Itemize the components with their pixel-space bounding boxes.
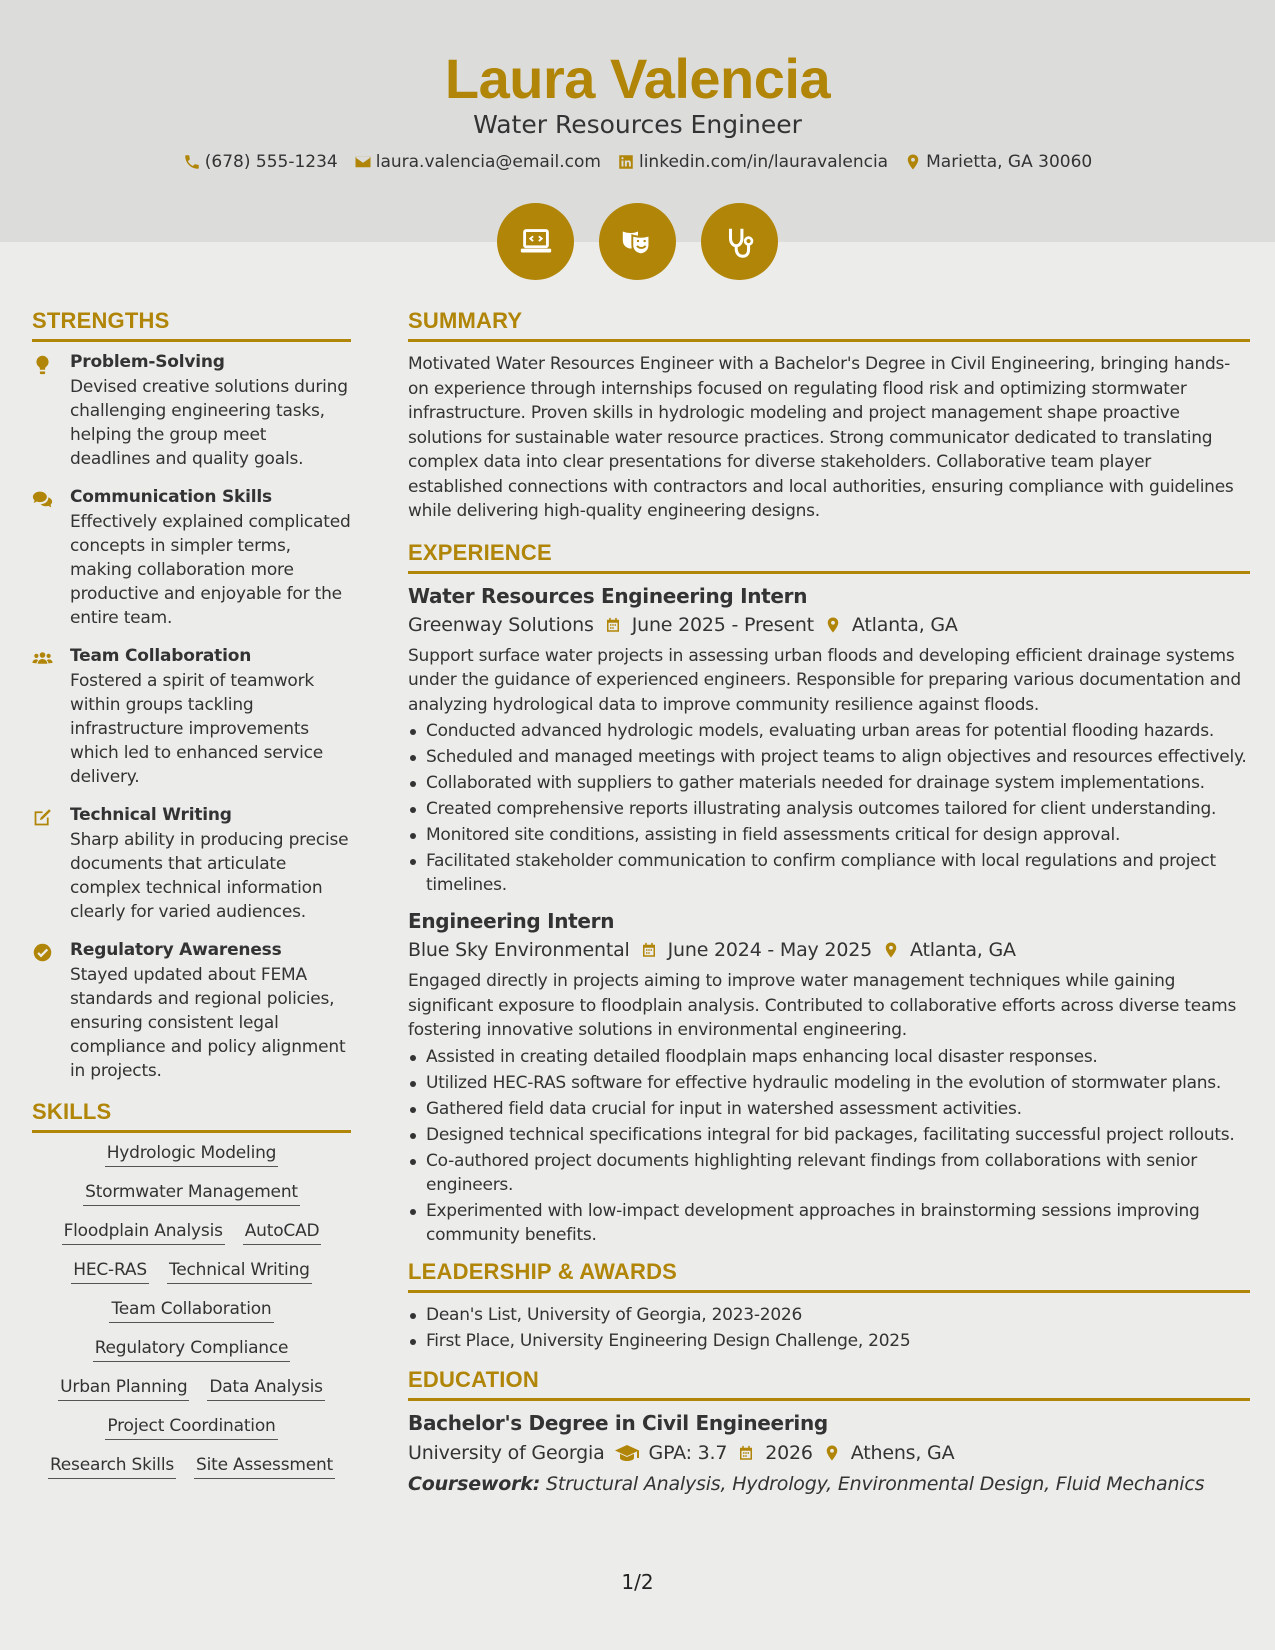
strength-title: Technical Writing [70, 805, 232, 825]
skill-tag: Urban Planning [58, 1377, 189, 1401]
comments-icon [32, 489, 53, 510]
strength-title: Team Collaboration [70, 646, 252, 666]
skills-heading: SKILLS [32, 1099, 351, 1133]
job-dates: June 2025 - Present [631, 613, 814, 636]
skill-tag: AutoCAD [243, 1221, 322, 1245]
skills-list [32, 1143, 351, 1479]
skill-tag: Site Assessment [194, 1455, 335, 1479]
job-title: Water Resources Engineering Intern [408, 583, 808, 608]
list-item: Gathered field data crucial for input in watershed assessment activities. [408, 1097, 1250, 1121]
job-entry [408, 584, 1250, 898]
skill-tag: Project Coordination [105, 1416, 277, 1440]
strength-title: Communication Skills [70, 487, 272, 507]
skill-tag: Technical Writing [167, 1260, 312, 1284]
list-item: Designed technical specifications integral for bid packages, facilitating successful project rollouts. [408, 1123, 1250, 1147]
graduation-cap-icon [615, 1441, 639, 1465]
list-item: Scheduled and managed meetings with project teams to align objectives and resources effectively. [408, 745, 1250, 769]
education-location: Athens, GA [850, 1441, 955, 1464]
list-item: Collaborated with suppliers to gather materials needed for drainage system implementations. [408, 771, 1250, 795]
company-name: Greenway Solutions [408, 613, 594, 636]
email-text: laura.valencia@email.com [375, 152, 601, 172]
job-meta [408, 939, 1250, 961]
calendar-icon [640, 941, 658, 959]
candidate-name: Laura Valencia [444, 47, 831, 110]
job-meta [408, 614, 1250, 636]
location-text: Marietta, GA 30060 [926, 152, 1093, 172]
phone-text: (678) 555-1234 [204, 152, 338, 172]
job-location: Atlanta, GA [851, 613, 958, 636]
strength-item [32, 487, 351, 630]
graduation-year: 2026 [765, 1441, 813, 1464]
map-marker-icon [882, 941, 900, 959]
strength-item [32, 646, 351, 789]
phone-icon [183, 153, 201, 171]
job-title: Water Resources Engineer [473, 110, 802, 139]
map-marker-icon [904, 153, 922, 171]
theater-masks-icon [599, 203, 676, 280]
list-item: Assisted in creating detailed floodplain maps enhancing local disaster responses. [408, 1045, 1250, 1069]
gpa-text: GPA: 3.7 [648, 1441, 728, 1464]
contact-email[interactable] [354, 152, 601, 172]
contact-phone[interactable] [183, 152, 338, 172]
contact-location [904, 152, 1092, 172]
awards-heading: LEADERSHIP & AWARDS [408, 1259, 1250, 1293]
edit-icon [32, 807, 53, 828]
skill-tag: HEC-RAS [71, 1260, 149, 1284]
list-item: Dean's List, University of Georgia, 2023-2026 [408, 1303, 1250, 1327]
strengths-heading: STRENGTHS [32, 308, 351, 342]
strength-title: Problem-Solving [70, 352, 225, 372]
laptop-code-icon [497, 203, 574, 280]
left-column [32, 308, 351, 1479]
stethoscope-icon [701, 203, 778, 280]
check-circle-icon [32, 942, 53, 963]
skill-tag: Team Collaboration [109, 1299, 273, 1323]
strength-text: Sharp ability in producing precise documents that articulate complex technical information clearly for varied audiences. [70, 830, 349, 922]
coursework [408, 1473, 1250, 1495]
job-description: Engaged directly in projects aiming to improve water management techniques while gaining significant exposure to floodplain analysis. Contributed to collaborative efforts across diverse teams fostering innovative solutions in environmental engineering. [408, 971, 1237, 1040]
list-item: Co-authored project documents highlighting relevant findings from collaborations with senior engineers. [408, 1149, 1250, 1197]
list-item: Experimented with low-impact development approaches in brainstorming sessions improving community benefits. [408, 1199, 1250, 1247]
job-bullets [408, 719, 1250, 897]
page-number: 1/2 [621, 1570, 654, 1594]
contact-bar [0, 152, 1275, 172]
strength-item [32, 352, 351, 471]
list-item: Utilized HEC-RAS software for effective hydraulic modeling in the evolution of stormwater plans. [408, 1071, 1250, 1095]
summary-heading: SUMMARY [408, 308, 1250, 342]
skill-tag: Data Analysis [207, 1377, 324, 1401]
strength-title: Regulatory Awareness [70, 940, 282, 960]
degree-title: Bachelor's Degree in Civil Engineering [408, 1410, 828, 1435]
job-bullets [408, 1045, 1250, 1247]
envelope-icon [354, 153, 372, 171]
strength-item [32, 805, 351, 924]
linkedin-icon [617, 153, 635, 171]
strength-text: Stayed updated about FEMA standards and regional policies, ensuring consistent legal compliance and policy alignment in projects. [70, 965, 346, 1081]
job-description: Support surface water projects in assessing urban floods and developing efficient drainage systems under the guidance of experienced engineers. Responsible for preparing various documentation and analyzing hydrological data to improve community resilience against floods. [408, 645, 1241, 715]
strength-text: Fostered a spirit of teamwork within groups tackling infrastructure improvements which led to enhanced service delivery. [70, 671, 324, 787]
lightbulb-icon [32, 354, 53, 375]
map-marker-icon [823, 1444, 841, 1462]
coursework-label: Coursework: [408, 1472, 541, 1495]
contact-linkedin[interactable] [617, 152, 888, 172]
linkedin-text: linkedin.com/in/lauravalencia [638, 152, 889, 172]
list-item: Created comprehensive reports illustrating analysis outcomes tailored for client understanding. [408, 797, 1250, 821]
list-item: Facilitated stakeholder communication to confirm compliance with local regulations and project timelines. [408, 849, 1250, 897]
skill-tag: Regulatory Compliance [93, 1338, 291, 1362]
hobby-badges [0, 203, 1275, 280]
education-meta [408, 1441, 1250, 1465]
skill-tag: Research Skills [48, 1455, 176, 1479]
school-name: University of Georgia [408, 1441, 605, 1464]
job-location: Atlanta, GA [910, 939, 1016, 961]
calendar-icon [737, 1444, 755, 1462]
calendar-icon [604, 616, 622, 634]
strength-item [32, 940, 351, 1083]
map-marker-icon [824, 616, 842, 634]
right-column [408, 308, 1250, 1495]
job-title: Engineering Intern [408, 909, 615, 933]
awards-list [408, 1303, 1250, 1353]
strength-text: Devised creative solutions during challenging engineering tasks, helping the group meet deadlines and quality goals. [70, 377, 348, 469]
job-entry [408, 909, 1250, 1247]
users-icon [32, 648, 53, 669]
list-item: Conducted advanced hydrologic models, evaluating urban areas for potential flooding hazards. [408, 719, 1250, 743]
list-item: Monitored site conditions, assisting in field assessments critical for design approval. [408, 823, 1250, 847]
job-dates: June 2024 - May 2025 [667, 939, 872, 961]
coursework-list: Structural Analysis, Hydrology, Environmental Design, Fluid Mechanics [545, 1472, 1205, 1495]
education-heading: EDUCATION [408, 1367, 1250, 1401]
skill-tag: Hydrologic Modeling [105, 1143, 279, 1167]
skill-tag: Floodplain Analysis [62, 1221, 225, 1245]
list-item: First Place, University Engineering Design Challenge, 2025 [408, 1329, 1250, 1353]
experience-heading: EXPERIENCE [408, 540, 1250, 574]
strength-text: Effectively explained complicated concepts in simpler terms, making collaboration more productive and enjoyable for the entire team. [70, 512, 351, 628]
summary-text: Motivated Water Resources Engineer with a Bachelor's Degree in Civil Engineering, bringing hands-on experience through internships focused on regulating flood risk and optimizing stormwater infrastructure. Proven skills in hydrologic modeling and project management shape proactive solutions for sustainable water resource practices. Strong communicator dedicated to translating complex data into clear presentations for diverse stakeholders. Collaborative team player established connections with contractors and local authorities, ensuring compliance with guidelines while delivering high-quality engineering designs. [408, 354, 1234, 521]
company-name: Blue Sky Environmental [408, 939, 630, 961]
skill-tag: Stormwater Management [83, 1182, 300, 1206]
